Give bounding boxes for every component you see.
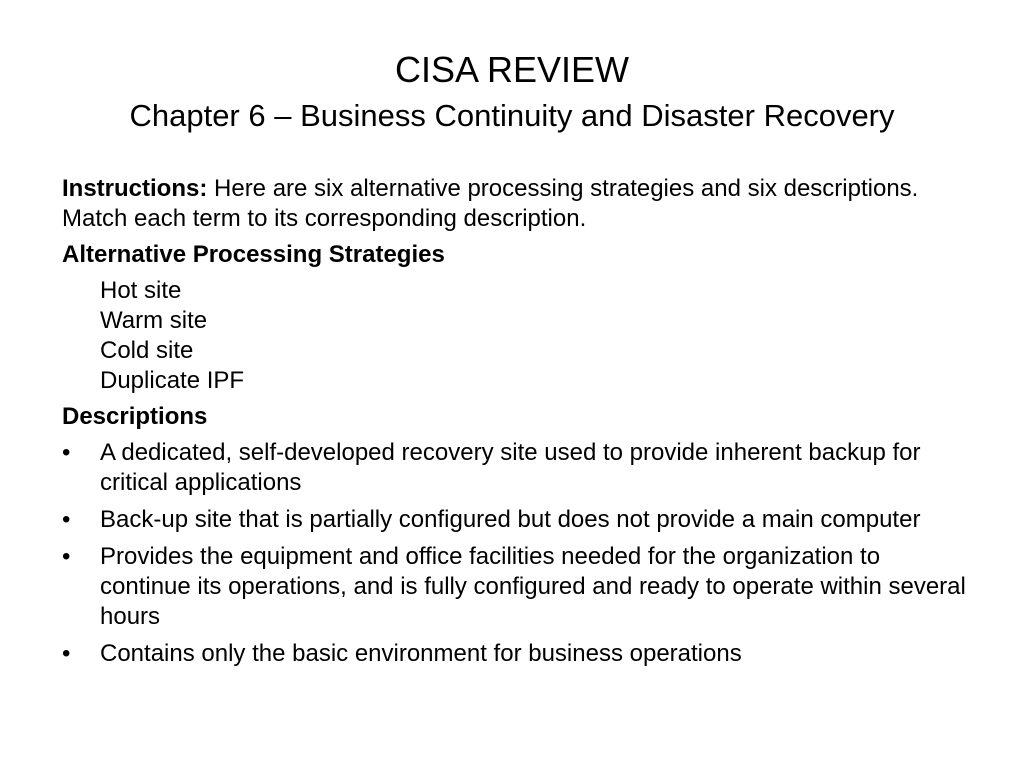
bullet-icon: •: [62, 640, 71, 667]
slide-subtitle: Chapter 6 – Business Continuity and Disaster Recovery: [129, 98, 895, 133]
strategy-item: Hot site: [100, 277, 182, 304]
descriptions-list: [62, 438, 972, 669]
description-text: Back-up site that is partially configured but does not provide a main computer: [100, 506, 921, 533]
strategies-list: [100, 276, 972, 396]
title-block: [40, 48, 984, 136]
description-item: [62, 639, 972, 669]
instructions-text: Here are six alternative processing strategies and six descriptions. Match each term to its corresponding description.: [62, 175, 919, 232]
description-text: Provides the equipment and office facilities needed for the organization to continue its operations, and is fully configured and ready to operate within several hours: [100, 543, 966, 630]
bullet-icon: •: [62, 543, 71, 570]
description-text: Contains only the basic environment for business operations: [100, 640, 742, 667]
bullet-icon: •: [62, 506, 71, 533]
description-item: [62, 438, 972, 498]
descriptions-heading: Descriptions: [62, 403, 208, 430]
slide-body: [62, 174, 972, 676]
instructions-label: Instructions:: [62, 175, 208, 202]
strategy-item: Warm site: [100, 307, 208, 334]
description-text: A dedicated, self-developed recovery site used to provide inherent backup for critical applications: [100, 439, 921, 496]
strategies-heading: Alternative Processing Strategies: [62, 241, 445, 268]
description-item: [62, 505, 972, 535]
instructions-paragraph: [62, 174, 972, 234]
bullet-icon: •: [62, 439, 71, 466]
strategy-item: Duplicate IPF: [100, 367, 245, 394]
description-item: [62, 542, 972, 632]
strategy-item: Cold site: [100, 337, 194, 364]
slide-title: CISA REVIEW: [394, 49, 630, 90]
